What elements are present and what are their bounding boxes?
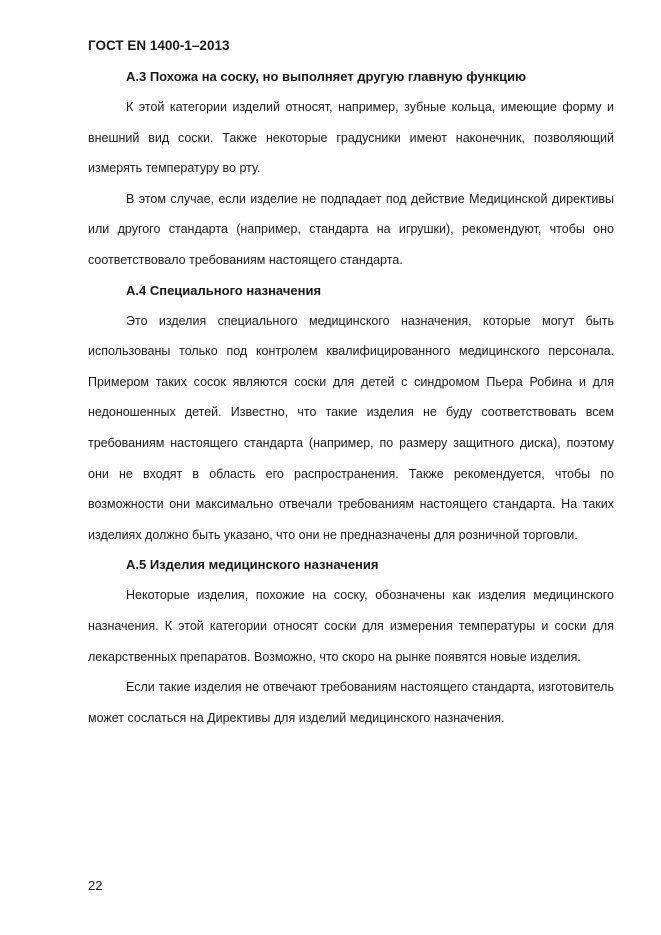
document-header: ГОСТ EN 1400-1–2013 <box>88 38 230 53</box>
section-a4 <box>88 276 614 551</box>
page-number: 22 <box>88 878 103 893</box>
paragraph: Некоторые изделия, похожие на соску, обозначены как изделия медицинского назначения. К этой категории относят соски для измерения температуры и соски для лекарственных препаратов. Возможно, что скоро на рынке появятся новые изделия. <box>88 588 614 664</box>
section-a3 <box>88 62 614 276</box>
document-body <box>88 62 614 733</box>
paragraph: Если такие изделия не отвечают требованиям настоящего стандарта, изготовитель может сослаться на Директивы для изделий медицинского назначения. <box>88 680 614 725</box>
section-heading: А.3 Похожа на соску, но выполняет другую главную функцию <box>126 69 527 84</box>
section-heading: А.5 Изделия медицинского назначения <box>126 557 379 573</box>
paragraph: В этом случае, если изделие не подпадает под действие Медицинской директивы или другого стандарта (например, стандарта на игрушки), рекомендуют, чтобы оно соответствовало требованиям настоящего стандарта. <box>88 191 614 267</box>
section-heading: А.4 Специального назначения <box>126 282 322 298</box>
section-a5 <box>88 550 614 733</box>
paragraph: Это изделия специального медицинского назначения, которые могут быть использованы только под контролем квалифицированного медицинского персонала. Примером таких сосок являются соски для детей с синдромом Пьера Робина и для недоношенных детей. Известно, что такие изделия не буду соответствовать всем требованиям настоящего стандарта (например, по размеру защитного диска), поэтому они не входят в область его распространения. Также рекомендуется, чтобы по возможности они максимально отвечали требованиям настоящего стандарта. На таких изделиях должно быть указано, что они не предназначены для розничной торговли. <box>88 313 614 542</box>
paragraph: К этой категории изделий относят, например, зубные кольца, имеющие форму и внешний вид соски. Также некоторые градусники имеют наконечник, позволяющий измерять температуру во рту. <box>88 100 614 176</box>
